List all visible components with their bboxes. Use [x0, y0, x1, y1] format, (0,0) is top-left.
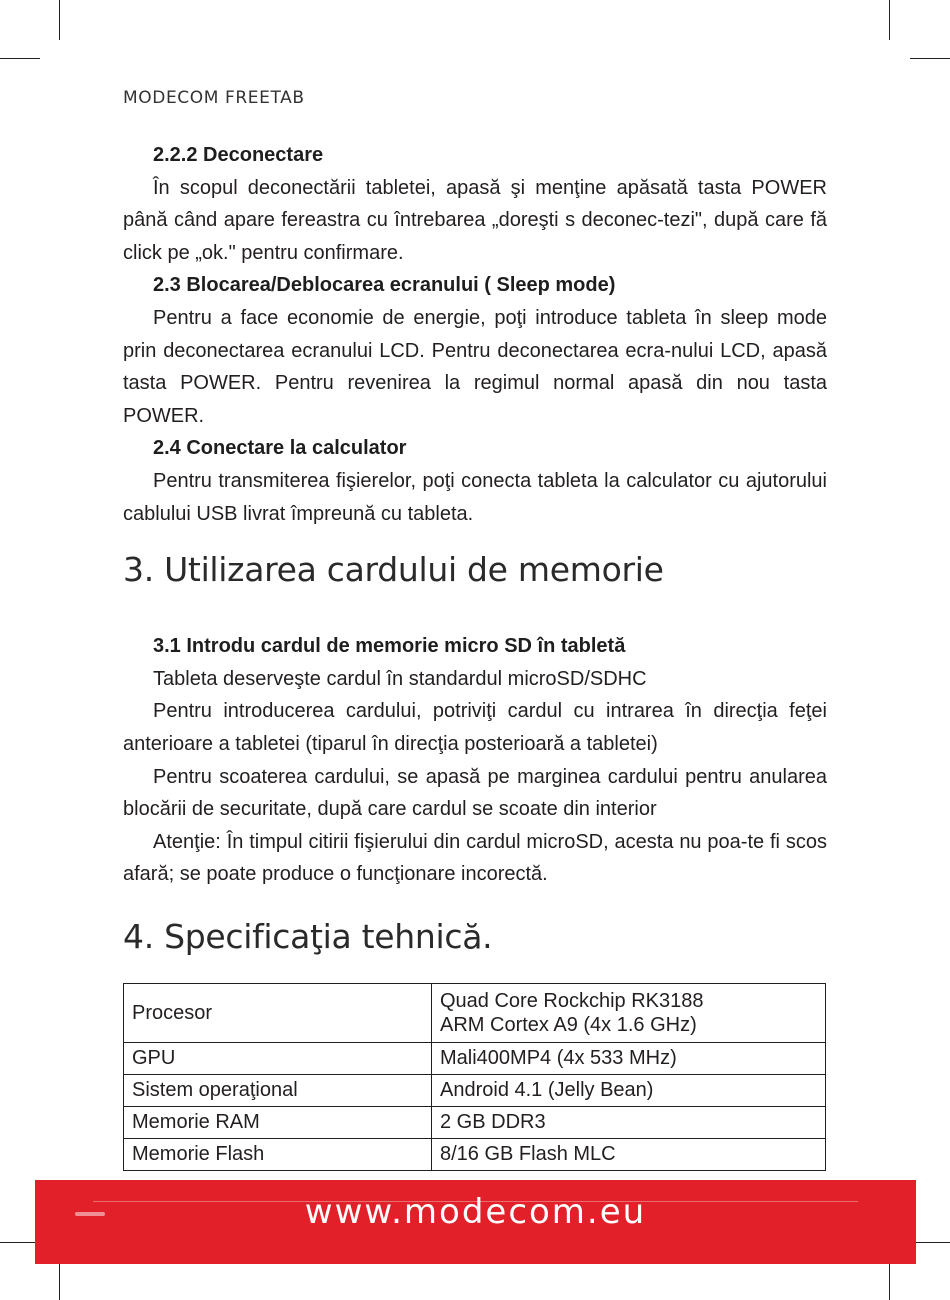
spec-key: GPU: [124, 1042, 432, 1074]
specs-table: [123, 983, 826, 1171]
page-content: [123, 139, 827, 1171]
section-4-heading: 4. Specificaţia tehnică.: [123, 916, 493, 956]
footer-website-link[interactable]: www.modecom.eu: [304, 1192, 647, 1232]
section-3-1-paragraph: Tableta deserveşte cardul în standardul microSD/SDHC: [153, 667, 647, 690]
crop-mark-bottom-right-v: [889, 1262, 890, 1300]
spec-key: Sistem operaţional: [124, 1074, 432, 1106]
spec-value: Mali400MP4 (4x 533 MHz): [432, 1042, 826, 1074]
crop-mark-top-left-v: [59, 0, 60, 40]
section-3-1-paragraph: Pentru scoaterea cardului, se apasă pe marginea cardului pentru anularea blocării de securitate, după care cardul se scoate din interior: [123, 765, 827, 821]
table-row: [124, 1106, 826, 1138]
table-row: [124, 1074, 826, 1106]
spec-value: Android 4.1 (Jelly Bean): [432, 1074, 826, 1106]
table-row: [124, 1138, 826, 1170]
table-row: [124, 983, 826, 1042]
section-3-1-paragraph: Pentru introducerea cardului, potriviţi cardul cu intrarea în direcţia feţei anterioare a tabletei (tiparul în direcţia posterioară a tabletei): [123, 700, 827, 755]
crop-mark-bottom-left-v: [59, 1262, 60, 1300]
section-2-4-text: Pentru transmiterea fişierelor, poţi conecta tableta la calculator cu ajutorului cablului USB livrat împreună cu tableta.: [123, 469, 827, 525]
spec-value: 8/16 GB Flash MLC: [432, 1138, 826, 1170]
section-2-2-2-title: 2.2.2 Deconectare: [153, 144, 324, 166]
crop-mark-top-right-v: [889, 0, 890, 40]
section-3-1-title: 3.1 Introdu cardul de memorie micro SD în tabletă: [153, 635, 626, 658]
spec-key: Memorie Flash: [124, 1138, 432, 1170]
section-2-4-title: 2.4 Conectare la calculator: [153, 437, 407, 460]
spec-value: 2 GB DDR3: [432, 1106, 826, 1138]
crop-mark-top-left-h: [0, 58, 40, 59]
spec-key: Memorie RAM: [124, 1106, 432, 1138]
crop-mark-top-right-h: [910, 58, 950, 59]
section-3-1-paragraph: Atenţie: În timpul citirii fişierului din cardul microSD, acesta nu poa-te fi scos afară; se poate produce o funcţionare incorectă.: [123, 830, 827, 886]
crop-mark-bottom-right-h: [910, 1242, 950, 1243]
spec-value: [432, 983, 826, 1042]
section-3-heading: 3. Utilizarea cardului de memorie: [123, 550, 664, 590]
spec-value-line: ARM Cortex A9 (4x 1.6 GHz): [440, 1013, 697, 1036]
spec-value-line: Quad Core Rockchip RK3188: [440, 989, 704, 1012]
section-2-3-title: 2.3 Blocarea/Deblocarea ecranului ( Sleep mode): [153, 274, 616, 297]
section-2-3-text: Pentru a face economie de energie, poţi introduce tableta în sleep mode prin deconectarea ecranului LCD. Pentru deconectarea ecra-nului LCD, apasă tasta POWER. Pentru revenirea la regimul normal apasă din nou tasta POWER.: [123, 306, 827, 427]
spec-key: Procesor: [124, 983, 432, 1042]
section-2-2-2-text: În scopul deconectării tabletei, apasă şi menţine apăsată tasta POWER până când apare fereastra cu întrebarea „doreşti s deconec-tezi", după care fă click pe „ok." pentru confirmare.: [123, 176, 827, 264]
crop-mark-bottom-left-h: [0, 1242, 40, 1243]
running-header: MODECOM FREETAB: [123, 88, 305, 108]
footer-band: [35, 1180, 916, 1264]
table-row: [124, 1042, 826, 1074]
